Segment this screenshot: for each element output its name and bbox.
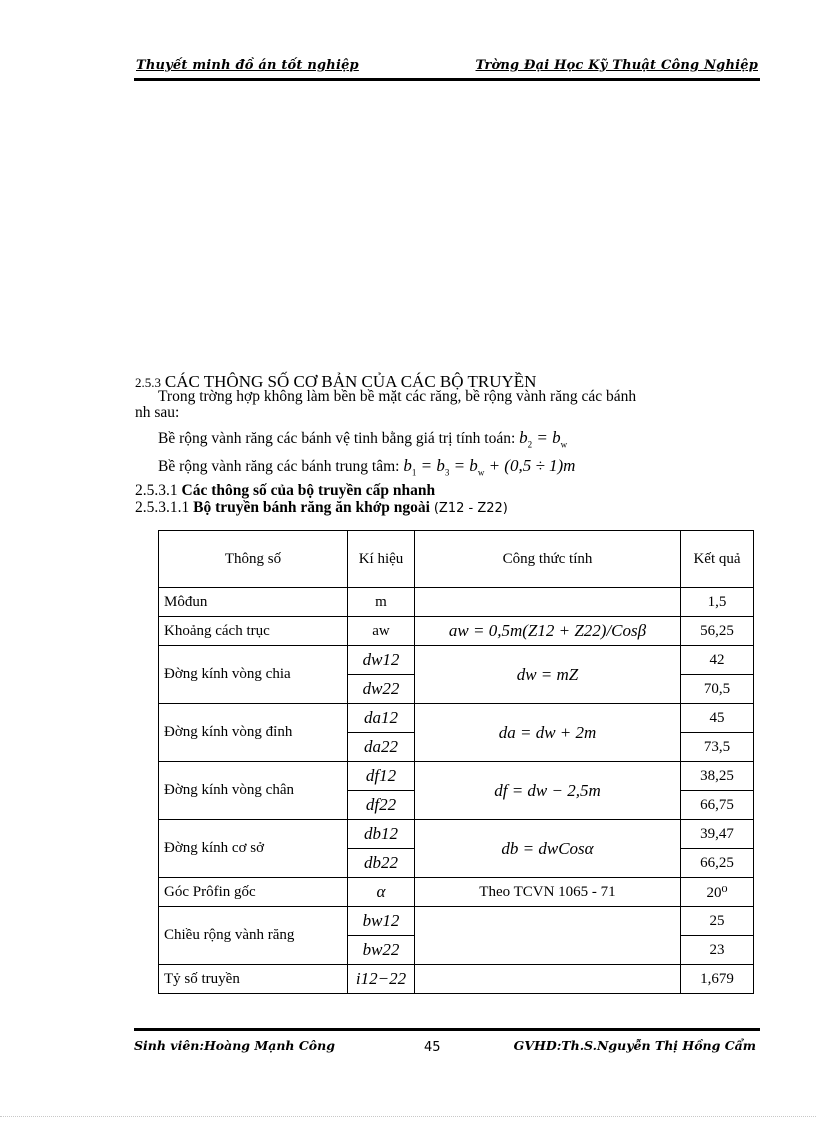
cell-symbol: db22	[348, 849, 415, 878]
footer-student: Sinh viên:Hoàng Mạnh Công	[134, 1038, 335, 1053]
cell-result: 23	[681, 936, 754, 965]
formula-b2: $b_2 = b_w$	[519, 428, 568, 450]
formula-b1: $b_1 = b_3 = b_w + (0,5 \div 1)m$	[403, 456, 576, 478]
cell-formula: db = dwCosα	[415, 820, 681, 878]
cell-symbol: bw12	[348, 907, 415, 936]
cell-symbol: da22	[348, 733, 415, 762]
cell-formula	[415, 907, 681, 965]
header-right: Trờng Đại Học Kỹ Thuật Công Nghiệp	[475, 58, 758, 73]
section-title: CÁC THÔNG SỐ CƠ BẢN CỦA CÁC BỘ TRUYỀN	[164, 372, 537, 391]
cell-formula: aw = 0,5m(Z12 + Z22)/Cosβ	[415, 617, 681, 646]
header-rule	[134, 78, 760, 81]
cell-param: Chiều rộng vành răng	[159, 907, 348, 965]
cell-result: 45	[681, 704, 754, 733]
rule-center-width	[158, 456, 575, 477]
table-row	[159, 762, 754, 791]
cell-symbol: da12	[348, 704, 415, 733]
page-footer	[134, 1028, 760, 1058]
cell-symbol: α	[348, 878, 415, 907]
rule-planet-text: Bề rộng vành răng các bánh vệ tinh bằng giá trị tính toán:	[158, 430, 516, 447]
rule-center-text: Bề rộng vành răng các bánh trung tâm:	[158, 458, 400, 475]
cell-param: Tỷ số truyền	[159, 965, 348, 994]
cell-symbol: dw22	[348, 675, 415, 704]
rule-planet-width	[158, 428, 567, 449]
cell-result: 39,47	[681, 820, 754, 849]
table-row	[159, 617, 754, 646]
cell-result: 1,679	[681, 965, 754, 994]
table-header-row	[159, 531, 754, 588]
cell-param: Đờng kính vòng chân	[159, 762, 348, 820]
footer-supervisor: GVHD:Th.S.Nguyễn Thị Hồng Cẩm	[513, 1038, 756, 1053]
cell-formula: dw = mZ	[415, 646, 681, 704]
subsection-heading	[135, 482, 435, 500]
cell-formula: da = dw + 2m	[415, 704, 681, 762]
table-row	[159, 704, 754, 733]
cell-result: 25	[681, 907, 754, 936]
th-param: Thông số	[159, 531, 348, 588]
cell-symbol: aw	[348, 617, 415, 646]
cell-formula: df = dw − 2,5m	[415, 762, 681, 820]
cell-symbol: bw22	[348, 936, 415, 965]
table-row	[159, 878, 754, 907]
intro-line-1: Trong trờng hợp không làm bền bề mặt các răng, bề rộng vành răng các bánh	[158, 388, 637, 405]
cell-formula	[415, 588, 681, 617]
table-row	[159, 588, 754, 617]
th-result: Kết quả	[681, 531, 754, 588]
header-left: Thuyết minh đồ án tốt nghiệp	[136, 58, 359, 73]
subsubsection-title: Bộ truyền bánh răng ăn khớp ngoài	[193, 499, 430, 516]
gear-parameter-table	[158, 530, 754, 994]
cell-result: 56,25	[681, 617, 754, 646]
page-header	[134, 58, 760, 82]
cell-param: Đờng kính vòng chia	[159, 646, 348, 704]
subsubsection-number: 2.5.3.1.1	[135, 499, 190, 516]
table-row	[159, 907, 754, 936]
page-bottom-dotted-line	[0, 1116, 816, 1117]
cell-result: 66,25	[681, 849, 754, 878]
section-number: 2.5.3	[135, 375, 161, 390]
cell-result: 70,5	[681, 675, 754, 704]
intro-line-2: nh sau:	[135, 404, 180, 421]
cell-symbol: df22	[348, 791, 415, 820]
subsubsection-pair: (Z12 - Z22)	[433, 501, 508, 516]
cell-result: 66,75	[681, 791, 754, 820]
th-symbol: Kí hiệu	[348, 531, 415, 588]
cell-result: 20⁰	[681, 878, 754, 907]
cell-result: 73,5	[681, 733, 754, 762]
cell-formula: Theo TCVN 1065 - 71	[415, 878, 681, 907]
cell-param: Đờng kính cơ sở	[159, 820, 348, 878]
cell-result: 38,25	[681, 762, 754, 791]
table-row	[159, 965, 754, 994]
cell-result: 1,5	[681, 588, 754, 617]
page-number: 45	[424, 1040, 441, 1055]
subsection-title: Các thông số của bộ truyền cấp nhanh	[181, 482, 436, 499]
table-row	[159, 820, 754, 849]
cell-param: Đờng kính vòng đỉnh	[159, 704, 348, 762]
cell-param: Môđun	[159, 588, 348, 617]
cell-symbol: i12−22	[348, 965, 415, 994]
cell-symbol: dw12	[348, 646, 415, 675]
cell-formula	[415, 965, 681, 994]
subsection-number: 2.5.3.1	[135, 482, 178, 499]
subsubsection-heading	[135, 499, 508, 517]
table-row	[159, 646, 754, 675]
cell-symbol: db12	[348, 820, 415, 849]
cell-param: Góc Prôfin gốc	[159, 878, 348, 907]
cell-symbol: m	[348, 588, 415, 617]
cell-result: 42	[681, 646, 754, 675]
cell-symbol: df12	[348, 762, 415, 791]
th-formula: Công thức tính	[415, 531, 681, 588]
footer-rule	[134, 1028, 760, 1031]
cell-param: Khoảng cách trục	[159, 617, 348, 646]
